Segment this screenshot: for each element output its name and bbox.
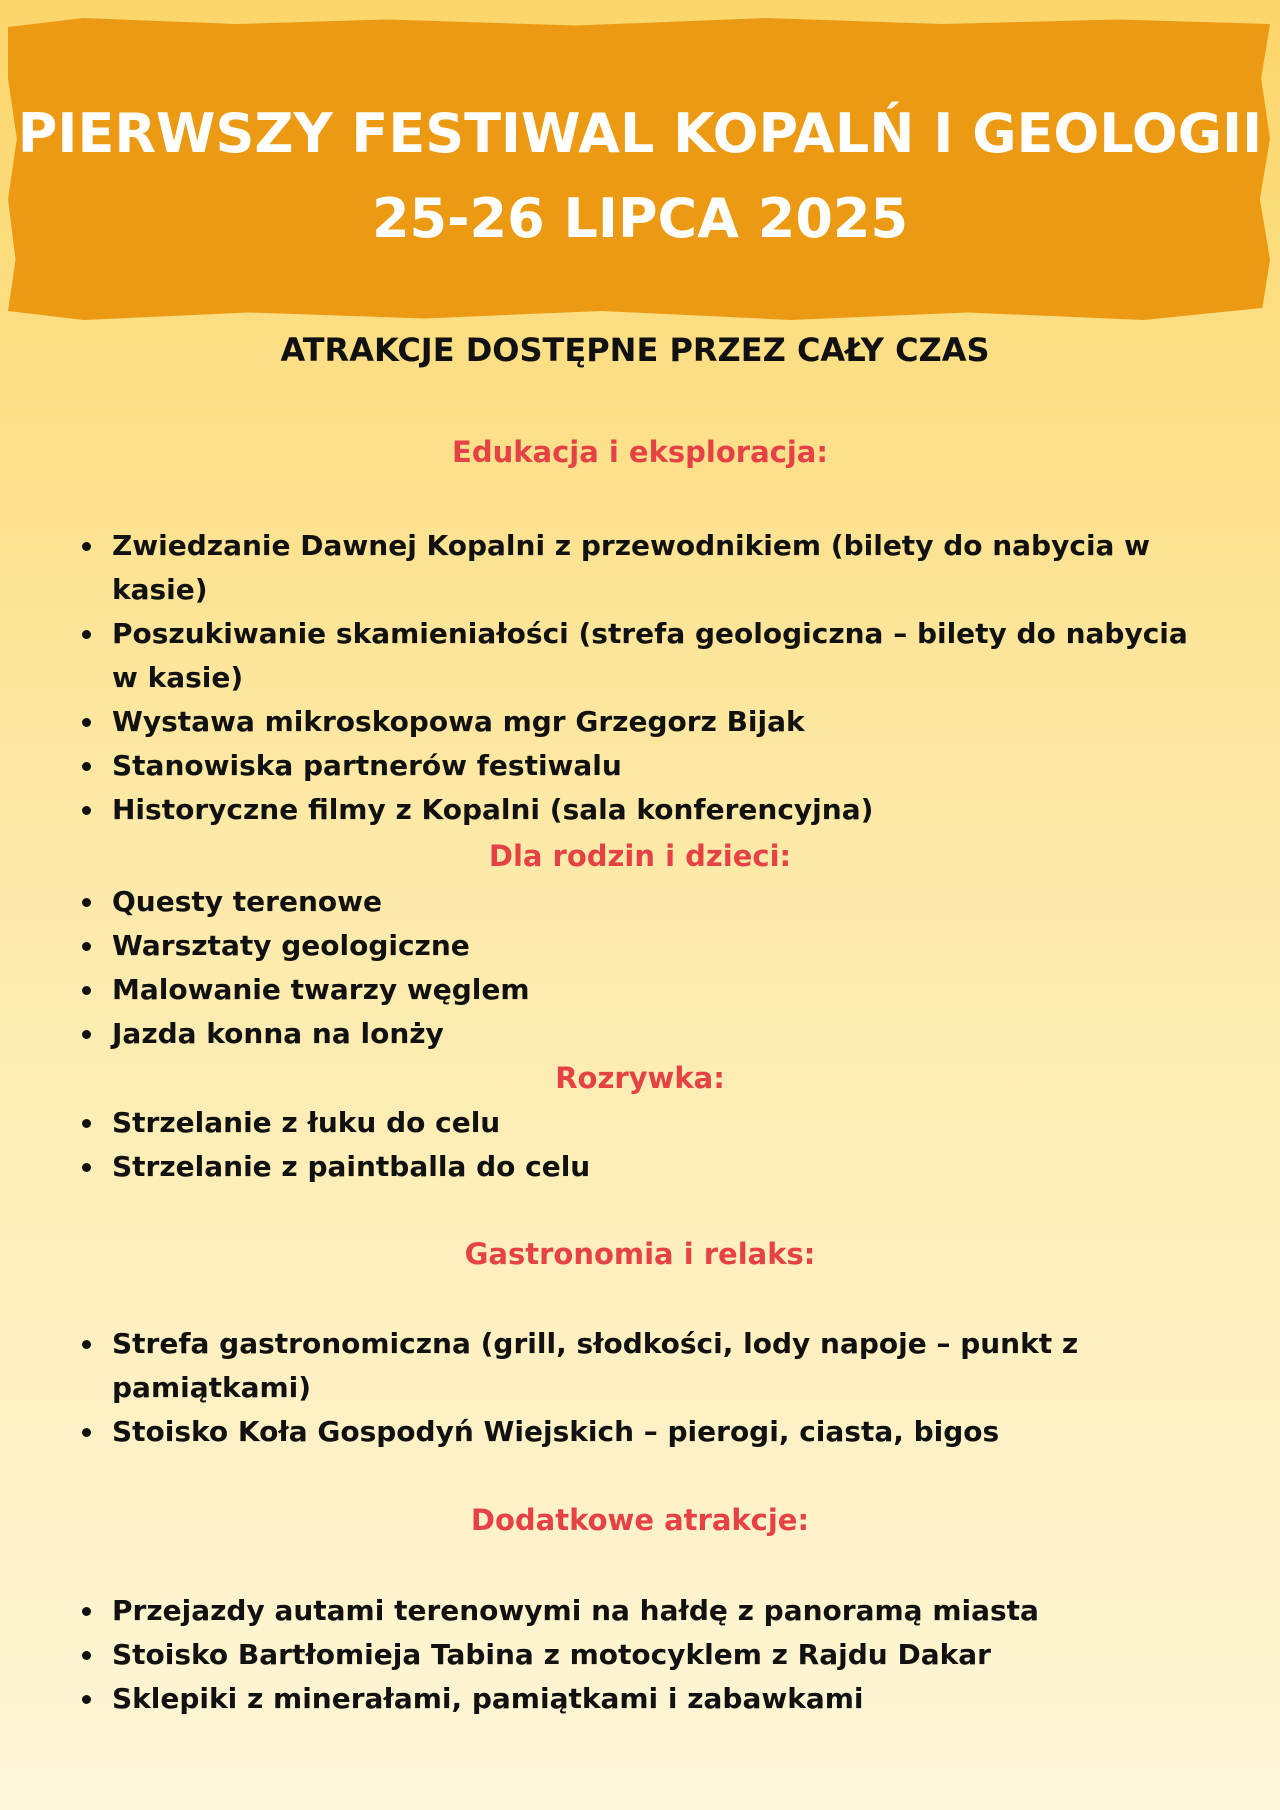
list-item: Stanowiska partnerów festiwalu: [0, 744, 1280, 788]
list-item: Stoisko Koła Gospodyń Wiejskich – pierogi, ciasta, bigos: [0, 1410, 1280, 1454]
list-item: Wystawa mikroskopowa mgr Grzegorz Bijak: [0, 700, 1280, 744]
festival-dates: 25-26 LIPCA 2025: [371, 187, 909, 250]
list-item: Questy terenowe: [0, 880, 1280, 924]
category-heading-families: Dla rodzin i dzieci:: [488, 839, 792, 873]
section-title: ATRAKCJE DOSTĘPNE PRZEZ CAŁY CZAS: [280, 331, 990, 369]
category-list-gastronomy: [0, 1322, 1280, 1454]
list-item: Zwiedzanie Dawnej Kopalni z przewodnikiem (bilety do nabycia w kasie): [0, 524, 1280, 612]
list-item: Malowanie twarzy węglem: [0, 968, 1280, 1012]
category-heading-entertainment: Rozrywka:: [555, 1061, 725, 1095]
title-banner: [8, 18, 1270, 320]
category-heading-education: Edukacja i eksploracja:: [452, 435, 828, 469]
list-item: Przejazdy autami terenowymi na hałdę z panoramą miasta: [0, 1589, 1280, 1633]
list-item: Strzelanie z łuku do celu: [0, 1101, 1280, 1145]
list-item: Poszukiwanie skamieniałości (strefa geologiczna – bilety do nabycia w kasie): [0, 612, 1280, 700]
list-item: Warsztaty geologiczne: [0, 924, 1280, 968]
category-heading-extra: Dodatkowe atrakcje:: [470, 1503, 810, 1537]
list-item: Jazda konna na lonży: [0, 1012, 1280, 1056]
category-list-extra: [0, 1589, 1280, 1721]
category-list-families: [0, 880, 1280, 1056]
list-item: Sklepiki z minerałami, pamiątkami i zabawkami: [0, 1677, 1280, 1721]
category-heading-gastronomy: Gastronomia i relaks:: [464, 1237, 816, 1271]
list-item: Strzelanie z paintballa do celu: [0, 1145, 1280, 1189]
category-list-entertainment: [0, 1101, 1280, 1189]
category-list-education: [0, 524, 1280, 832]
festival-title: PIERWSZY FESTIWAL KOPALŃ I GEOLOGII: [17, 102, 1263, 165]
list-item: Stoisko Bartłomieja Tabina z motocyklem z Rajdu Dakar: [0, 1633, 1280, 1677]
list-item: Strefa gastronomiczna (grill, słodkości, lody napoje – punkt z pamiątkami): [0, 1322, 1280, 1410]
list-item: Historyczne filmy z Kopalni (sala konferencyjna): [0, 788, 1280, 832]
